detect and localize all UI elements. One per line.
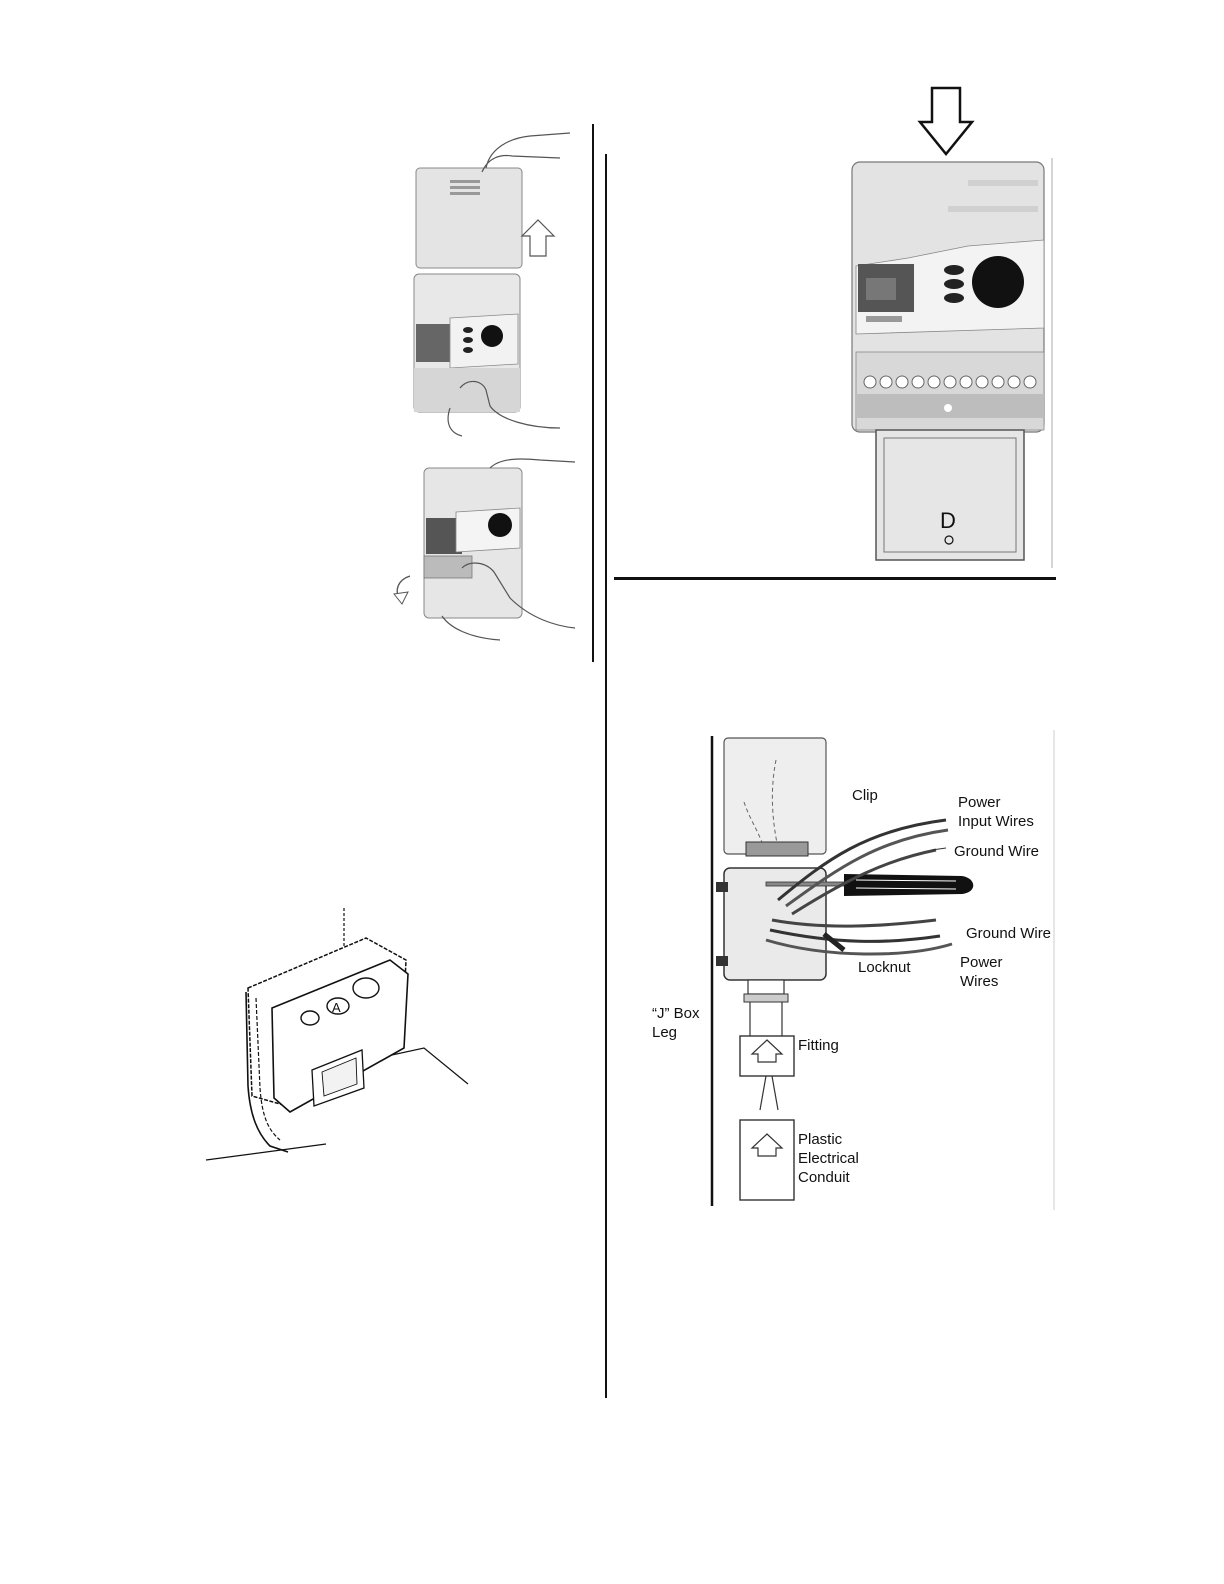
power-wires-label: Power Wires: [960, 954, 1003, 990]
ground-wire-top-label: Ground Wire: [954, 843, 1040, 860]
lift-cover-panel: [416, 133, 570, 268]
hole-label: A: [332, 1000, 341, 1015]
cover-removal-illustration: [390, 128, 580, 658]
controller-front-panel: [414, 274, 560, 436]
center-column-divider: [605, 154, 607, 1398]
clip-label: Clip: [852, 787, 878, 804]
plastic-electrical-conduit-label: Plastic Electrical Conduit: [798, 1131, 859, 1186]
locknut-label: Locknut: [858, 959, 911, 976]
fitting-label: Fitting: [798, 1037, 839, 1054]
j-box-leg-label: “J” Box Leg: [652, 1005, 700, 1041]
section-divider: [614, 577, 1056, 580]
down-arrow-icon: [916, 86, 976, 158]
ground-wire-bottom-label: Ground Wire: [966, 925, 1052, 942]
opening-front-panel: [394, 459, 575, 640]
left-column-divider: [592, 124, 594, 662]
power-input-wires-label: Power Input Wires: [958, 794, 1034, 830]
controller-terminal-illustration: [848, 158, 1058, 568]
compartment-letter: D: [940, 508, 956, 533]
mounting-illustration: [206, 908, 476, 1168]
